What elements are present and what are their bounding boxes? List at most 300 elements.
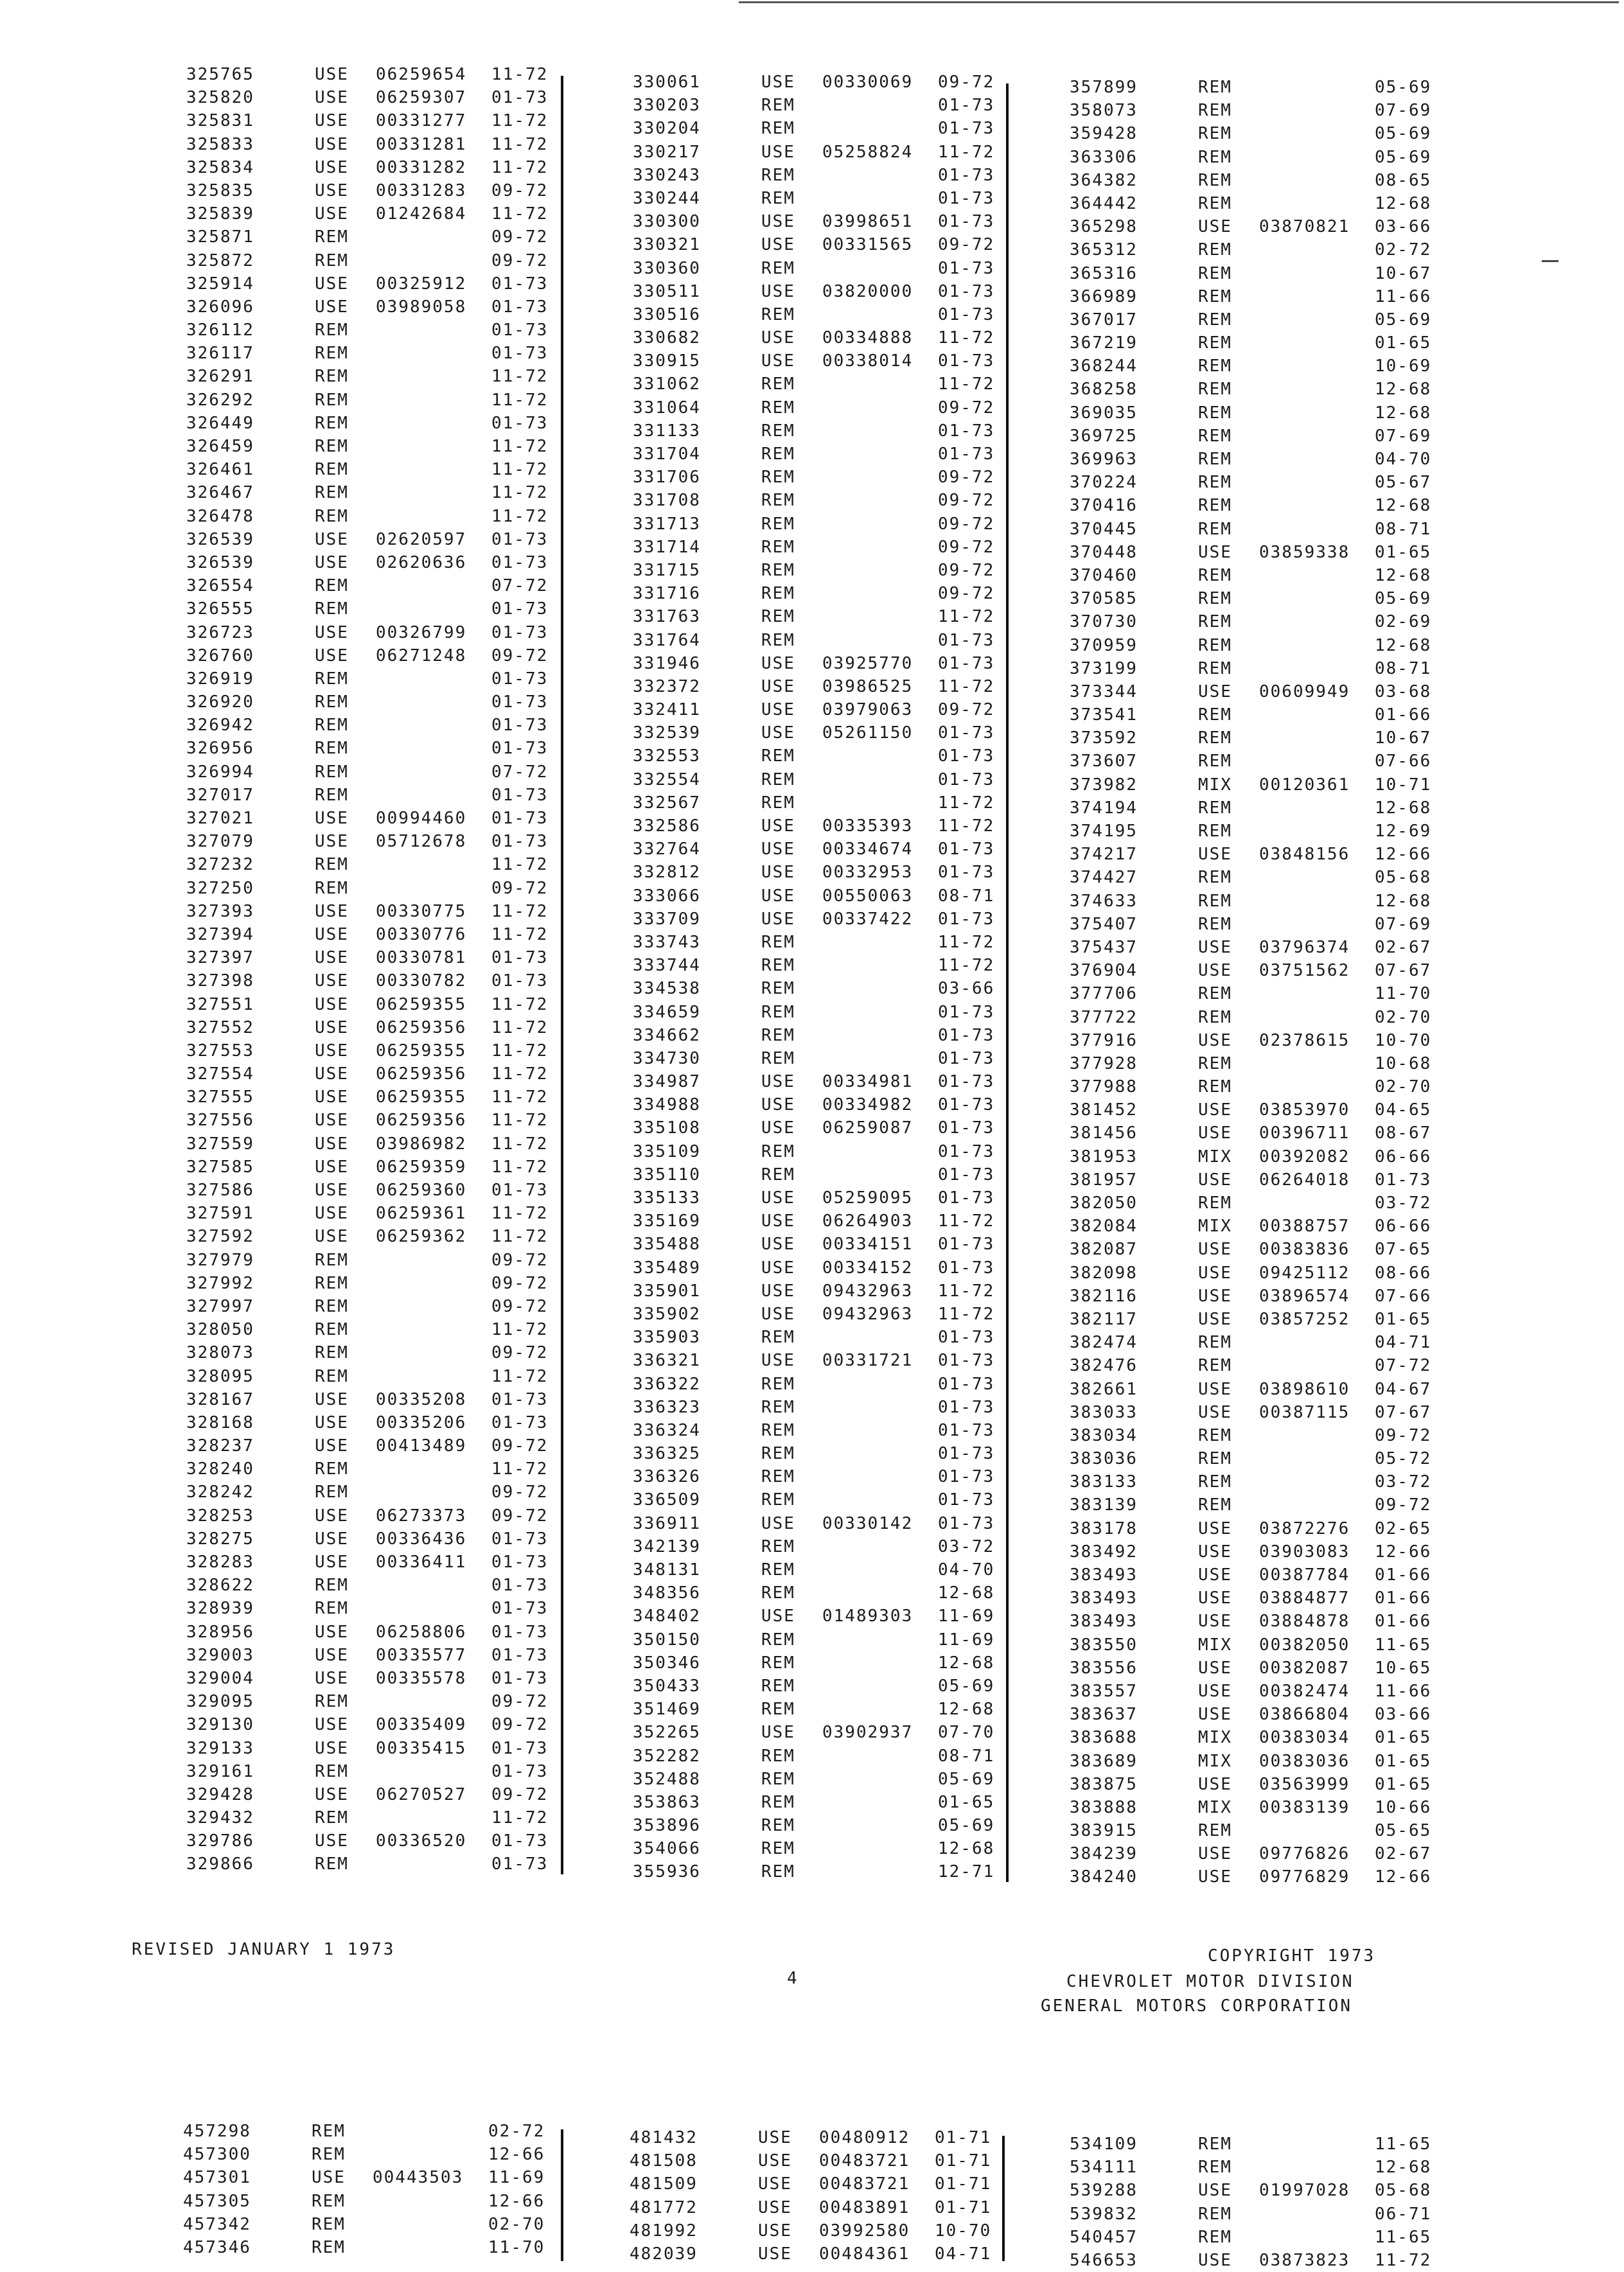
change-date: 09-72 [491, 1483, 549, 1502]
action-code: REM [1198, 496, 1232, 516]
part-number: 326723 [186, 622, 254, 642]
change-date: 11-72 [491, 1041, 549, 1061]
change-date: 01-73 [491, 599, 549, 619]
part-number: 457305 [183, 2191, 251, 2211]
change-date: 11-72 [938, 676, 995, 696]
part-number: 327017 [186, 785, 254, 805]
part-number: 336322 [633, 1374, 701, 1394]
part-number: 329095 [186, 1692, 254, 1712]
change-date: 01-73 [938, 1025, 995, 1045]
action-code: USE [1198, 1030, 1232, 1050]
action-code: REM [761, 793, 795, 813]
action-code: USE [1198, 1844, 1232, 1864]
action-code: USE [1198, 1589, 1232, 1608]
part-number: 326956 [186, 739, 254, 759]
page-number: 4 [787, 1969, 799, 1988]
change-date: 09-72 [938, 537, 995, 557]
change-date: 11-72 [491, 367, 549, 387]
change-date: 07-69 [1375, 426, 1432, 446]
replacement-part-number: 00336436 [376, 1529, 467, 1549]
change-date: 01-73 [491, 1854, 549, 1874]
part-number: 330203 [633, 96, 701, 116]
action-code: USE [315, 948, 349, 968]
replacement-part-number: 06259356 [376, 1064, 467, 1084]
part-number: 325833 [186, 134, 254, 154]
change-date: 11-72 [491, 204, 549, 224]
part-number: 329428 [186, 1784, 254, 1804]
change-date: 01-73 [491, 1413, 549, 1432]
change-date: 01-73 [938, 1328, 995, 1348]
replacement-part-number: 00383836 [1259, 1240, 1350, 1260]
change-date: 03-72 [1375, 1193, 1432, 1213]
change-date: 09-72 [491, 1715, 549, 1735]
change-date: 01-73 [938, 770, 995, 789]
action-code: USE [761, 212, 795, 232]
change-date: 01-73 [491, 716, 549, 735]
replacement-part-number: 03820000 [822, 281, 914, 301]
part-number: 330321 [633, 235, 701, 255]
part-number: 375437 [1070, 937, 1138, 957]
replacement-part-number: 00335577 [376, 1645, 467, 1665]
change-date: 07-67 [1375, 961, 1432, 981]
action-code: REM [1198, 78, 1232, 97]
action-code: MIX [1198, 1751, 1232, 1771]
part-number: 370460 [1070, 565, 1138, 585]
action-code: REM [315, 1576, 349, 1596]
replacement-part-number: 02620636 [376, 552, 467, 572]
action-code: REM [761, 1792, 795, 1812]
change-date: 05-69 [1375, 589, 1432, 609]
part-number: 355936 [633, 1862, 701, 1882]
part-number: 329161 [186, 1761, 254, 1781]
change-date: 12-68 [1375, 891, 1432, 911]
part-number: 334538 [633, 979, 701, 999]
replacement-part-number: 00483721 [819, 2151, 910, 2171]
replacement-part-number: 00483721 [819, 2174, 910, 2194]
replacement-part-number: 00331283 [376, 181, 467, 200]
action-code: USE [315, 1738, 349, 1758]
part-number: 383557 [1070, 1681, 1138, 1701]
copyright-year: COPYRIGHT 1973 [1208, 1946, 1376, 1966]
action-code: REM [315, 437, 349, 456]
part-number: 373344 [1070, 682, 1138, 701]
change-date: 11-72 [491, 483, 549, 503]
part-number: 330516 [633, 304, 701, 324]
action-code: USE [761, 281, 795, 301]
change-date: 01-73 [491, 274, 549, 294]
action-code: REM [315, 1273, 349, 1293]
part-number: 325839 [186, 204, 254, 224]
change-date: 09-72 [491, 1273, 549, 1293]
action-code: USE [315, 1784, 349, 1804]
change-date: 11-72 [1375, 2250, 1432, 2270]
change-date: 08-66 [1375, 1263, 1432, 1283]
part-number: 335109 [633, 1141, 701, 1161]
change-date: 09-72 [491, 646, 549, 665]
change-date: 01-73 [1375, 1170, 1432, 1190]
replacement-part-number: 03902937 [822, 1723, 914, 1743]
change-date: 01-65 [1375, 542, 1432, 562]
action-code: REM [315, 506, 349, 526]
change-date: 11-72 [491, 437, 549, 456]
change-date: 11-72 [938, 607, 995, 627]
change-date: 11-72 [491, 855, 549, 875]
action-code: MIX [1198, 1635, 1232, 1655]
change-date: 01-73 [491, 297, 549, 317]
replacement-part-number: 03986982 [376, 1134, 467, 1154]
change-date: 01-73 [938, 1467, 995, 1487]
change-date: 09-72 [491, 1296, 549, 1316]
action-code: USE [761, 840, 795, 859]
replacement-part-number: 00330142 [822, 1513, 914, 1533]
action-code: REM [315, 692, 349, 712]
part-number: 481992 [630, 2221, 698, 2241]
action-code: USE [1198, 1240, 1232, 1260]
part-number: 373607 [1070, 752, 1138, 771]
part-number: 326467 [186, 483, 254, 503]
part-number: 367219 [1070, 333, 1138, 353]
change-date: 11-66 [1375, 286, 1432, 306]
action-code: USE [315, 1668, 349, 1688]
part-number: 365298 [1070, 217, 1138, 237]
part-number: 326554 [186, 576, 254, 596]
replacement-part-number: 06259355 [376, 994, 467, 1014]
action-code: USE [761, 653, 795, 673]
change-date: 01-73 [491, 1668, 549, 1688]
change-date: 10-67 [1375, 263, 1432, 283]
action-code: REM [1198, 333, 1232, 353]
replacement-part-number: 00338014 [822, 351, 914, 371]
part-number: 331946 [633, 653, 701, 673]
action-code: USE [1198, 1123, 1232, 1143]
replacement-part-number: 00396711 [1259, 1123, 1350, 1143]
replacement-part-number: 00994460 [376, 809, 467, 828]
part-number: 331716 [633, 584, 701, 604]
action-code: REM [761, 932, 795, 952]
part-number: 383133 [1070, 1472, 1138, 1492]
action-code: REM [761, 537, 795, 557]
change-date: 12-68 [1375, 798, 1432, 818]
action-code: REM [761, 468, 795, 488]
part-number: 352282 [633, 1746, 701, 1766]
action-code: REM [761, 421, 795, 441]
part-number: 383493 [1070, 1612, 1138, 1632]
action-code: REM [315, 855, 349, 875]
change-date: 01-73 [938, 723, 995, 743]
action-code: USE [1198, 1705, 1232, 1725]
action-code: REM [315, 1366, 349, 1386]
action-code: REM [761, 1490, 795, 1510]
action-code: REM [1198, 170, 1232, 190]
part-number: 333743 [633, 932, 701, 952]
change-date: 02-70 [488, 2214, 545, 2234]
action-code: USE [315, 1088, 349, 1107]
action-code: REM [315, 878, 349, 898]
action-code: REM [315, 367, 349, 387]
part-number: 331704 [633, 445, 701, 464]
change-date: 01-73 [938, 863, 995, 883]
part-number: 330915 [633, 351, 701, 371]
replacement-part-number: 00331282 [376, 157, 467, 177]
change-date: 07-72 [1375, 1356, 1432, 1376]
part-number: 332567 [633, 793, 701, 813]
change-date: 02-69 [1375, 612, 1432, 632]
part-number: 331715 [633, 560, 701, 580]
change-date: 01-73 [938, 1235, 995, 1255]
part-number: 329786 [186, 1831, 254, 1851]
part-number: 326942 [186, 716, 254, 735]
action-code: USE [761, 723, 795, 743]
change-date: 08-65 [1375, 170, 1432, 190]
action-code: REM [315, 1692, 349, 1712]
margin-tick-mark [1542, 260, 1558, 262]
action-code: REM [1198, 705, 1232, 725]
change-date: 01-73 [938, 1258, 995, 1278]
action-code: REM [312, 2145, 346, 2165]
action-code: REM [1198, 2227, 1232, 2247]
revision-date: REVISED JANUARY 1 1973 [132, 1940, 396, 1959]
replacement-part-number: 00334981 [822, 1072, 914, 1092]
replacement-part-number: 00337422 [822, 909, 914, 929]
change-date: 09-72 [491, 181, 549, 200]
change-date: 01-73 [938, 281, 995, 301]
replacement-part-number: 00120361 [1259, 775, 1350, 795]
part-number: 326096 [186, 297, 254, 317]
action-code: REM [761, 304, 795, 324]
change-date: 01-73 [938, 258, 995, 278]
part-number: 348402 [633, 1607, 701, 1626]
change-date: 01-73 [938, 1118, 995, 1138]
action-code: USE [315, 1553, 349, 1572]
part-number: 327551 [186, 994, 254, 1014]
change-date: 01-73 [938, 304, 995, 324]
change-date: 01-73 [491, 529, 549, 549]
action-code: REM [761, 96, 795, 116]
part-number: 333709 [633, 909, 701, 929]
change-date: 06-71 [1375, 2204, 1432, 2224]
part-number: 353896 [633, 1816, 701, 1836]
change-date: 02-70 [1375, 1077, 1432, 1097]
part-number: 348131 [633, 1560, 701, 1580]
change-date: 12-68 [1375, 2158, 1432, 2178]
action-code: USE [761, 1513, 795, 1533]
part-number: 325820 [186, 88, 254, 108]
change-date: 11-72 [491, 1088, 549, 1107]
change-date: 03-72 [938, 1537, 995, 1556]
change-date: 11-72 [491, 1111, 549, 1131]
part-number: 326449 [186, 413, 254, 433]
part-number: 327555 [186, 1088, 254, 1107]
action-code: REM [761, 630, 795, 650]
action-code: USE [761, 1095, 795, 1115]
replacement-part-number: 01489303 [822, 1607, 914, 1626]
part-number: 332586 [633, 816, 701, 836]
change-date: 09-72 [491, 1692, 549, 1712]
part-number: 328240 [186, 1459, 254, 1479]
action-code: REM [1198, 589, 1232, 609]
part-number: 332764 [633, 840, 701, 859]
change-date: 01-73 [491, 344, 549, 364]
change-date: 10-65 [1375, 1658, 1432, 1678]
part-number: 335169 [633, 1211, 701, 1231]
action-code: USE [1198, 1286, 1232, 1306]
change-date: 01-73 [491, 971, 549, 991]
replacement-part-number: 00335393 [822, 816, 914, 836]
action-code: USE [1198, 682, 1232, 701]
change-date: 01-73 [938, 653, 995, 673]
change-date: 05-67 [1375, 473, 1432, 493]
action-code: USE [758, 2197, 792, 2217]
replacement-part-number: 00335415 [376, 1738, 467, 1758]
part-number: 330300 [633, 212, 701, 232]
change-date: 04-65 [1375, 1100, 1432, 1120]
action-code: REM [315, 460, 349, 480]
change-date: 01-73 [938, 1141, 995, 1161]
change-date: 01-73 [491, 622, 549, 642]
part-number: 457300 [183, 2145, 251, 2165]
part-number: 382116 [1070, 1286, 1138, 1306]
action-code: USE [761, 909, 795, 929]
change-date: 11-72 [938, 956, 995, 976]
action-code: REM [315, 1599, 349, 1619]
change-date: 01-73 [938, 1002, 995, 1022]
replacement-part-number: 00336520 [376, 1831, 467, 1851]
part-number: 359428 [1070, 124, 1138, 144]
action-code: USE [315, 157, 349, 177]
part-number: 327394 [186, 924, 254, 944]
change-date: 09-72 [491, 227, 549, 247]
action-code: REM [761, 1420, 795, 1440]
change-date: 11-72 [491, 1157, 549, 1177]
action-code: REM [1198, 2158, 1232, 2178]
action-code: USE [761, 73, 795, 92]
action-code: USE [761, 1281, 795, 1301]
action-code: USE [315, 529, 349, 549]
action-code: REM [315, 1250, 349, 1270]
change-date: 11-72 [938, 142, 995, 162]
replacement-part-number: 00383139 [1259, 1797, 1350, 1817]
part-number: 383036 [1070, 1449, 1138, 1469]
replacement-part-number: 03925770 [822, 653, 914, 673]
part-number: 329004 [186, 1668, 254, 1688]
replacement-part-number: 00382050 [1259, 1635, 1350, 1655]
change-date: 11-72 [491, 901, 549, 921]
part-number: 368258 [1070, 380, 1138, 400]
part-number: 330244 [633, 188, 701, 208]
action-code: USE [761, 1235, 795, 1255]
change-date: 12-68 [1375, 496, 1432, 516]
replacement-part-number: 09425112 [1259, 1263, 1350, 1283]
change-date: 01-73 [938, 188, 995, 208]
replacement-part-number: 03563999 [1259, 1774, 1350, 1794]
change-date: 05-69 [938, 1769, 995, 1789]
action-code: REM [761, 1676, 795, 1696]
replacement-part-number: 03870821 [1259, 217, 1350, 237]
replacement-part-number: 00392082 [1259, 1147, 1350, 1167]
action-code: USE [1198, 1612, 1232, 1632]
action-code: REM [1198, 426, 1232, 446]
action-code: REM [1198, 1193, 1232, 1213]
action-code: REM [315, 390, 349, 410]
replacement-part-number: 03884877 [1259, 1589, 1350, 1608]
change-date: 01-65 [938, 1792, 995, 1812]
change-date: 03-72 [1375, 1472, 1432, 1492]
action-code: REM [761, 1769, 795, 1789]
replacement-part-number: 00388757 [1259, 1217, 1350, 1237]
part-number: 350433 [633, 1676, 701, 1696]
change-date: 01-73 [491, 832, 549, 852]
replacement-part-number: 03796374 [1259, 937, 1350, 957]
action-code: REM [761, 398, 795, 418]
part-number: 325834 [186, 157, 254, 177]
part-number: 327591 [186, 1204, 254, 1224]
change-date: 01-73 [491, 948, 549, 968]
replacement-part-number: 00334674 [822, 840, 914, 859]
action-code: USE [315, 646, 349, 665]
part-number: 327556 [186, 1111, 254, 1131]
action-code: USE [761, 1072, 795, 1092]
part-number: 369963 [1070, 450, 1138, 469]
change-date: 11-72 [491, 1134, 549, 1154]
change-date: 09-72 [491, 251, 549, 270]
part-number: 382476 [1070, 1356, 1138, 1376]
part-number: 539832 [1070, 2204, 1138, 2224]
replacement-part-number: 00330775 [376, 901, 467, 921]
part-number: 482039 [630, 2244, 698, 2264]
action-code: USE [761, 235, 795, 255]
change-date: 11-72 [491, 157, 549, 177]
part-number: 534111 [1070, 2158, 1138, 2178]
part-number: 327552 [186, 1017, 254, 1037]
part-number: 330061 [633, 73, 701, 92]
action-code: USE [315, 1436, 349, 1456]
action-code: USE [315, 1413, 349, 1432]
replacement-part-number: 03884878 [1259, 1612, 1350, 1632]
part-number: 336911 [633, 1513, 701, 1533]
action-code: USE [315, 1227, 349, 1247]
part-number: 335901 [633, 1281, 701, 1301]
change-date: 12-68 [938, 1700, 995, 1720]
part-number: 332554 [633, 770, 701, 789]
action-code: USE [761, 1304, 795, 1324]
action-code: USE [761, 676, 795, 696]
part-number: 336324 [633, 1420, 701, 1440]
change-date: 01-73 [491, 1529, 549, 1549]
change-date: 01-73 [938, 445, 995, 464]
action-code: REM [761, 560, 795, 580]
part-number: 370416 [1070, 496, 1138, 516]
part-number: 326291 [186, 367, 254, 387]
replacement-part-number: 06270527 [376, 1784, 467, 1804]
part-number: 364442 [1070, 193, 1138, 213]
change-date: 12-66 [488, 2191, 545, 2211]
change-date: 11-65 [1375, 2135, 1432, 2154]
replacement-part-number: 03872276 [1259, 1519, 1350, 1538]
action-code: REM [761, 1002, 795, 1022]
action-code: REM [1198, 752, 1232, 771]
replacement-part-number: 09432963 [822, 1304, 914, 1324]
action-code: USE [761, 351, 795, 371]
change-date: 02-72 [488, 2122, 545, 2141]
part-number: 328095 [186, 1366, 254, 1386]
replacement-part-number: 06259355 [376, 1088, 467, 1107]
replacement-part-number: 03903083 [1259, 1542, 1350, 1562]
action-code: USE [761, 816, 795, 836]
change-date: 11-66 [1375, 1681, 1432, 1701]
part-number: 373982 [1070, 775, 1138, 795]
part-number: 350150 [633, 1630, 701, 1650]
part-number: 382117 [1070, 1309, 1138, 1329]
